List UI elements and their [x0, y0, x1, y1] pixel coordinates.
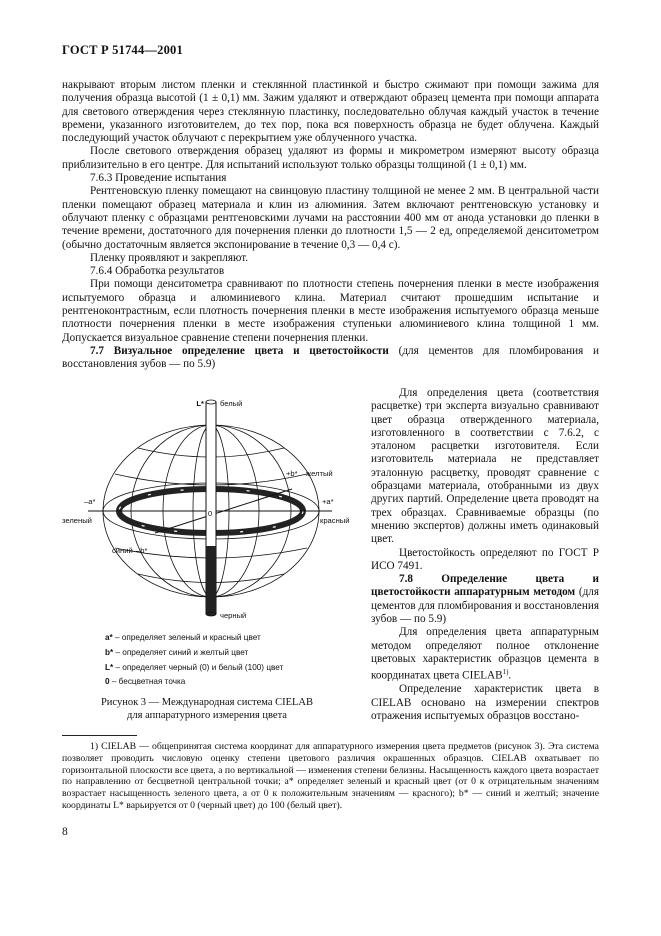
black-label: черный [220, 611, 247, 620]
minus-b-label: –b* [136, 546, 148, 555]
caption-line: для аппаратурного измерения цвета [127, 709, 287, 721]
legend-item: b* – определяет синий и желтый цвет [105, 647, 249, 657]
cielab-figure [60, 396, 352, 633]
plus-a-label: +a* [322, 497, 334, 506]
figure-legend [105, 631, 283, 690]
document-header: ГОСТ Р 51744—2001 [62, 43, 183, 57]
paragraph: Рентгеновскую пленку помещают на свинцовую пластину толщиной не менее 2 мм. В центральной части пленки помещают образец материала и клин из алюминия. Затем включают рентгеновскую установку и облучают пленку с образцами рентгеновскими лучами на расстоянии 400 мм от анода установки до пленки в течение времени, достаточного для почернения пленки до плотности 1,5 — 2 ед, определяемой денситометром (обычно достаточным является экспонирование в течение 0,3 — 0,4 с). [62, 185, 599, 251]
main-text [62, 79, 599, 372]
section-heading-7-8 [371, 573, 599, 626]
paragraph: Цветостойкость определяют по ГОСТ Р ИСО 7491. [371, 546, 599, 572]
caption-line: Рисунок 3 — Международная система CIELAB [100, 697, 314, 708]
figure-caption [62, 697, 352, 722]
section-title-rest: (для цементов для пломбирования и восстановления зубов — по 5.9) [371, 586, 599, 626]
cielab-diagram [60, 396, 352, 628]
paragraph: накрывают вторым листом пленки и стеклянной пластинкой и быстро сжимают при помощи зажима для получения образца высотой (1 ± 0,1) мм. Зажим удаляют и отверждают образец цемента при помощи аппарата для светового отверждения через стеклянную пластинку, последовательно облучая каждый участок в течение времени, указанного изготовителем, до тех пор, пока вся поверхность образца не будет облучена. Каждый последующий участок облучают с перекрытием уже облученного участка. [62, 79, 599, 145]
paragraph: Для определения цвета (соответствия расцветке) три эксперта визуально сравнивают цвет образца отвержденного материала, изготовленного в соответствии с 7.6.2, с эталоном расцветки изготовителя. Если изготовитель материала не представляет эталонную расцветку, проводят сравнение с образцами материала, отобранными из двух других партий. Определение цвета проводят на трех образцах. Сравниваемые образцы (по мнению экспертов) должны иметь одинаковый цвет. [371, 387, 599, 546]
page-number: 8 [62, 826, 68, 838]
section-title-rest: (для цементов для пломбирования и восстановления зубов — по 5.9) [62, 344, 599, 371]
footnote-text: 1) CIELAB — общепринятая система координат для аппаратурного измерения цвета предметов (рисунок 3). Эта система позволяет проводить числовую оценку степени цветового различия окрашенных образцов. CIELAB охватывает по горизонтальной плоскости все цвета, а по вертикальной — изменения степени белизны. Насыщенность каждого цвета возрастает по направлению от бесцветной центральной точки; a* определяет зеленый и красный цвет (от 0 к отрицательным значениям возрастает насыщенность зеленого цвета, а от 0 к положительным значениям — красного); b* — синий и желтый; значение координаты L* варьируется от 0 (черный цвет) до 100 (белый цвет). [62, 741, 599, 811]
red-label: красный [320, 516, 350, 525]
footnote [62, 741, 599, 812]
section-title-bold: 7.8 Определение цвета и цветостойкости аппаратурным методом [371, 573, 599, 599]
plus-b-label: +b* [286, 469, 298, 478]
blue-label: синий [112, 546, 133, 555]
legend-item: 0 – бесцветная точка [105, 677, 186, 687]
l-axis-black-end [206, 546, 216, 614]
section-heading-7-6-3: 7.6.3 Проведение испытания [90, 172, 227, 185]
paragraph: При помощи денситометра сравнивают по плотности степень почернения пленки в месте изображения испытуемого образца и алюминиевого клина. Материал считают прошедшим испытание и рентгеноконтрастным, если плотность почернения пленки в месте изображения испытуемого образца меньше плотности почернения пленки в месте изображения ступеньки алюминиевого клина толщиной 1 мм. Допускается визуальное сравнение степени почернения пленки. [62, 278, 599, 344]
paragraph: После светового отверждения образец удаляют из формы и микрометром измеряют высоту образца приблизительно в его центре. Для испытаний используют только образцы толщиной (1 ± 0,1) мм. [62, 145, 599, 171]
paragraph: Для определения цвета аппаратурным методом определяют полное отклонение цветовых характеристик образцов цемента в координатах цвета CIELAB$^{1)}$. [371, 626, 599, 682]
green-label: зеленый [62, 516, 92, 525]
footnote-divider [62, 735, 137, 736]
section-title-bold: 7.7 Визуальное определение цвета и цветостойкости [90, 344, 389, 357]
minus-a-label: –a* [84, 497, 96, 506]
zero-label: 0 [208, 509, 213, 518]
section-heading-7-7 [62, 345, 599, 372]
paragraph: Определение характеристик цвета в CIELAB основано на измерении спектров отражения испытуемых образцов восстано- [371, 683, 599, 722]
white-label: белый [220, 399, 243, 408]
l-star-label: L* [196, 399, 204, 408]
legend-item: a* – определяет зеленый и красный цвет [105, 633, 261, 642]
legend-item: L* – определяет черный (0) и белый (100) цвет [105, 662, 284, 672]
yellow-label: желтый [306, 469, 333, 478]
right-column-text [371, 387, 599, 723]
paragraph: Пленку проявляют и закрепляют. [90, 251, 249, 264]
section-heading-7-6-4: 7.6.4 Обработка результатов [90, 265, 225, 278]
footnote-ref[interactable]: 1) [502, 668, 509, 677]
